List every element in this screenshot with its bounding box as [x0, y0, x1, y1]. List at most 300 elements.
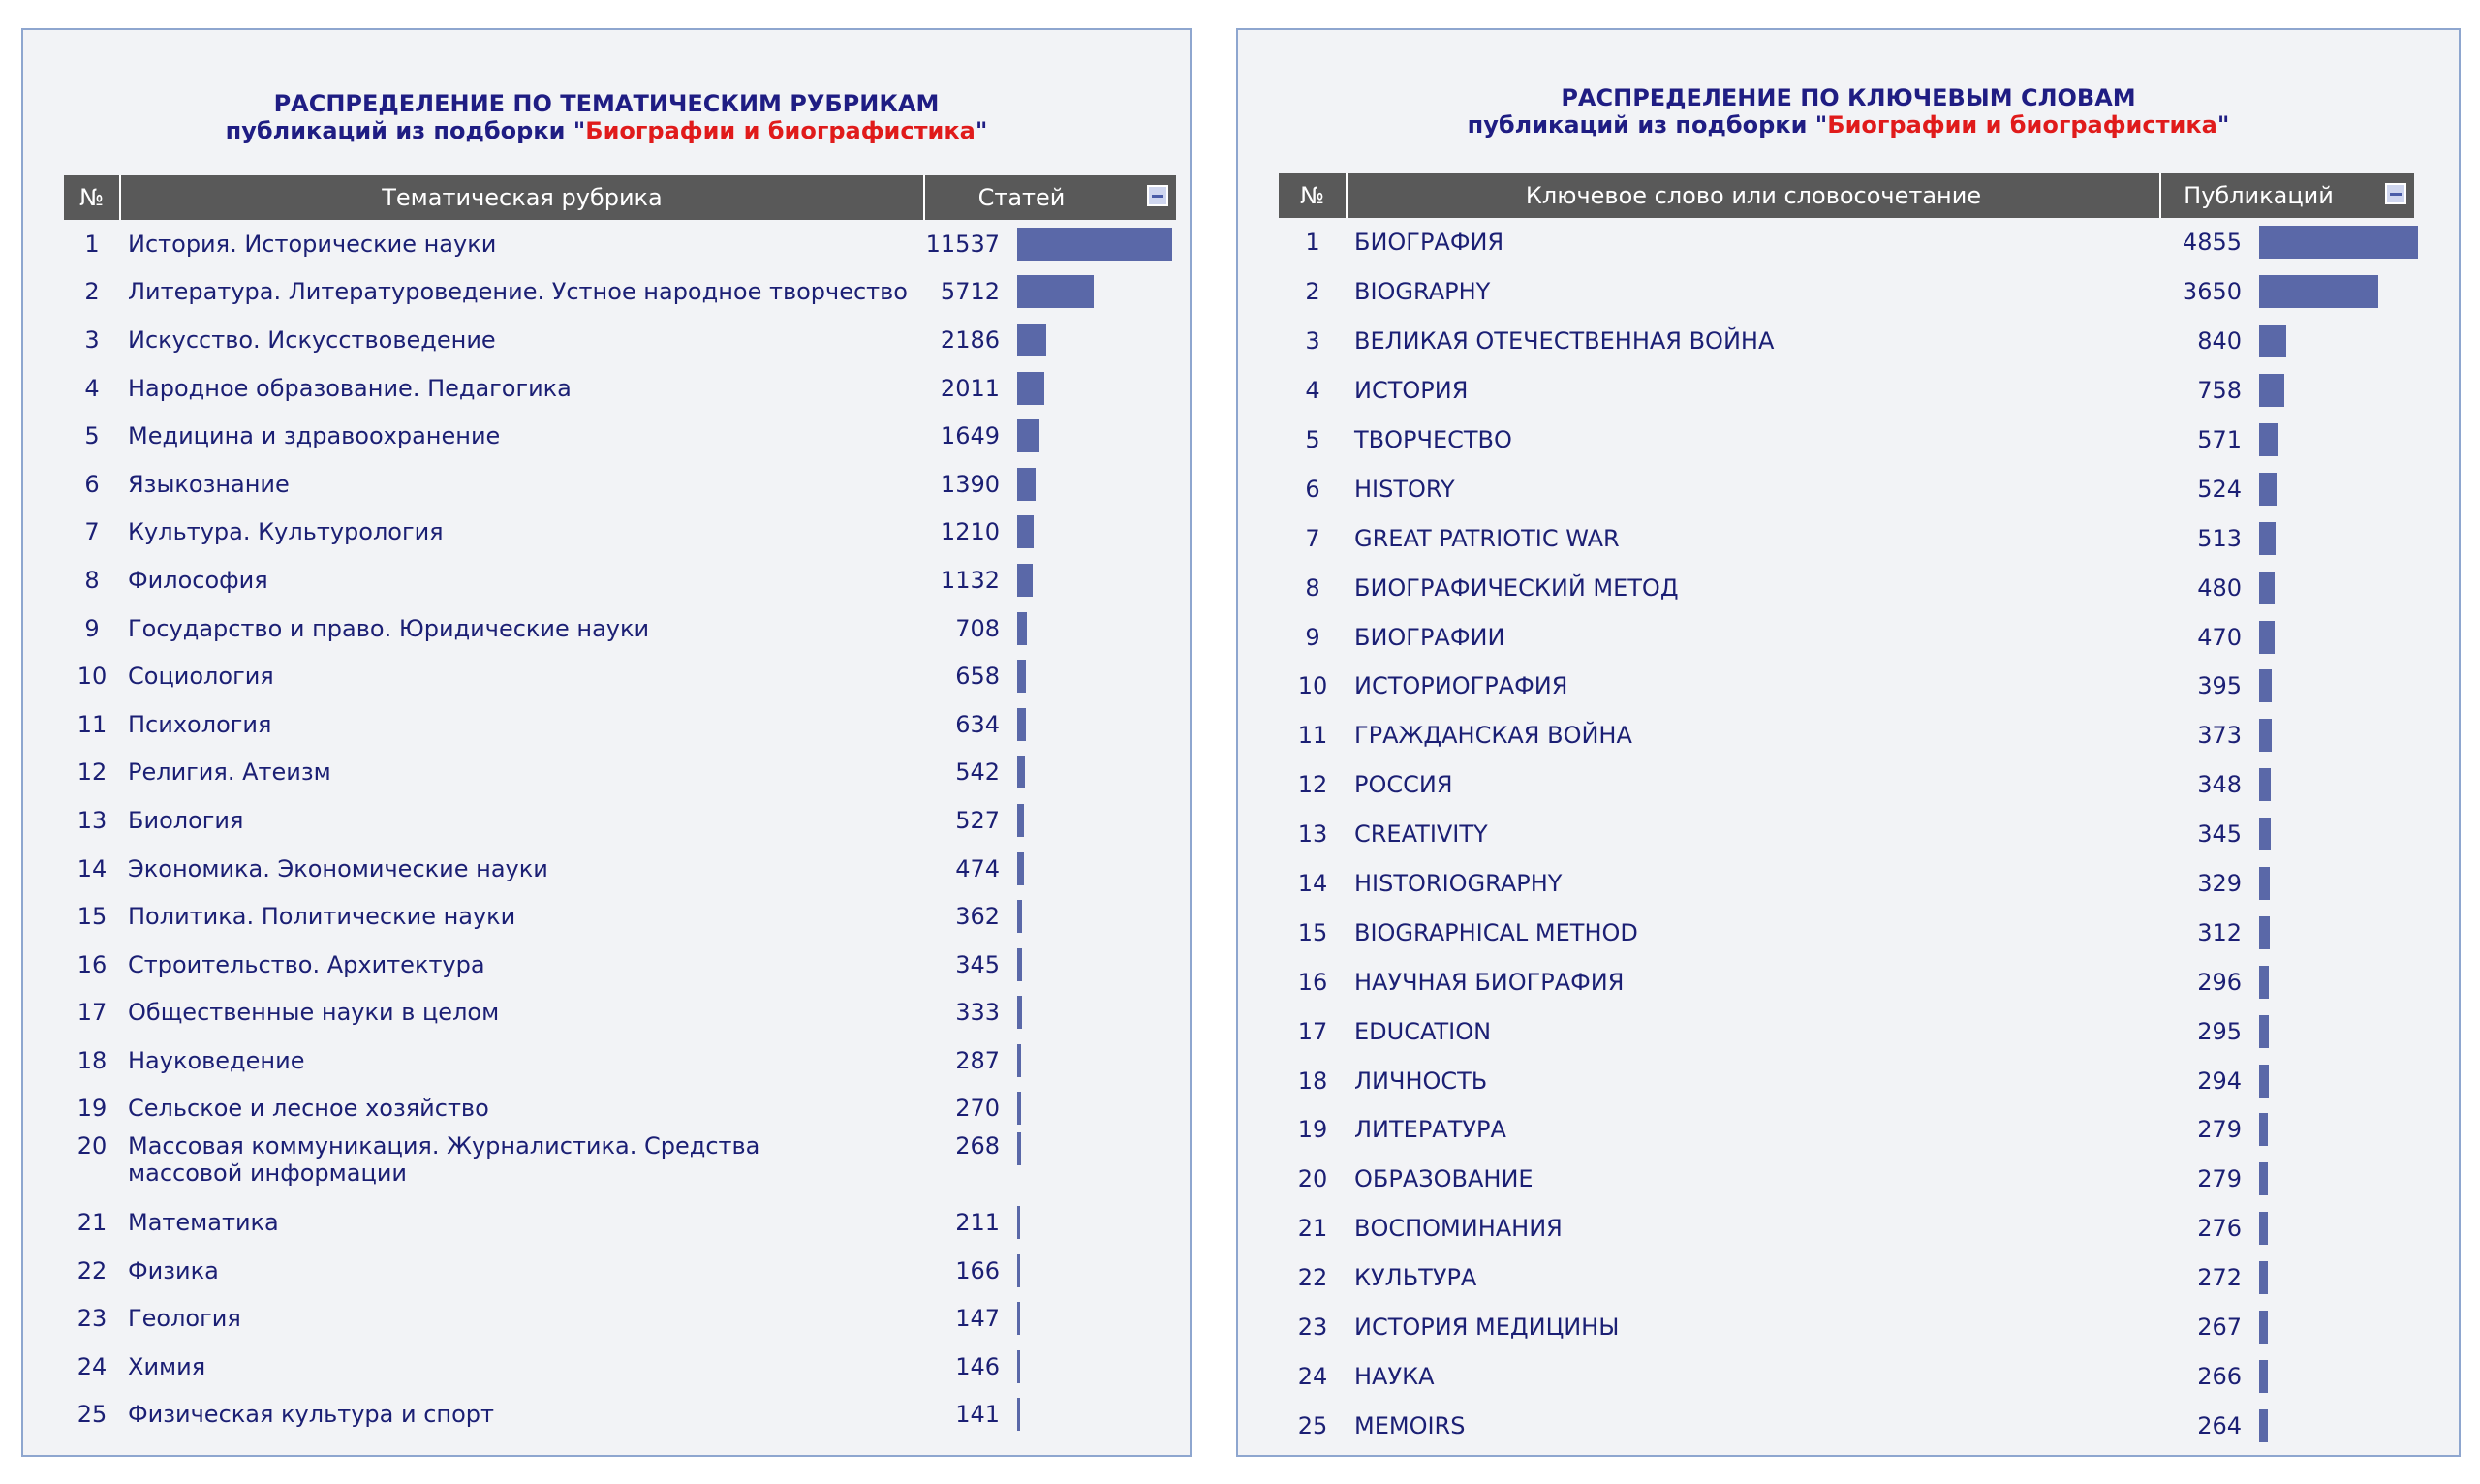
- table-row: [1279, 513, 2414, 563]
- table-row: [64, 1085, 1176, 1133]
- table-row: [1279, 711, 2414, 760]
- bar-cell: [1013, 220, 1176, 268]
- bar-cell: [2255, 464, 2414, 513]
- row-number: 8: [84, 566, 100, 594]
- keyword-name[interactable]: HISTORY: [1354, 475, 1455, 503]
- count-bar: [1017, 1254, 1020, 1287]
- row-count: 345: [2197, 820, 2242, 849]
- keyword-name[interactable]: НАУЧНАЯ БИОГРАФИЯ: [1354, 968, 1625, 996]
- row-number: 3: [84, 325, 100, 354]
- row-number: 4: [1305, 377, 1320, 405]
- table-row: [1279, 563, 2414, 612]
- keywords-title: РАСПРЕДЕЛЕНИЕ ПО КЛЮЧЕВЫМ СЛОВАМ: [1561, 84, 2136, 111]
- bar-cell: [2255, 1401, 2414, 1450]
- row-count: 658: [955, 663, 1000, 691]
- bar-cell: [2255, 563, 2414, 612]
- count-bar: [2259, 1409, 2268, 1442]
- table-row: [64, 1391, 1176, 1439]
- count-bar: [1017, 1398, 1020, 1431]
- count-bar: [2259, 522, 2276, 555]
- row-count: 166: [955, 1256, 1000, 1284]
- count-bar: [1017, 852, 1024, 885]
- count-bar: [1017, 1302, 1020, 1335]
- rubric-name[interactable]: Литература. Литературоведение. Устное народное творчество: [128, 278, 908, 306]
- keyword-name[interactable]: БИОГРАФИЯ: [1354, 229, 1504, 257]
- rubric-name[interactable]: Геология: [128, 1305, 241, 1333]
- keyword-name[interactable]: ГРАЖДАНСКАЯ ВОЙНА: [1354, 722, 1632, 750]
- bar-cell: [2255, 612, 2414, 662]
- bar-cell: [1013, 1198, 1176, 1247]
- row-count: 264: [2197, 1411, 2242, 1439]
- bar-cell: [2255, 859, 2414, 909]
- table-row: [1279, 1155, 2414, 1204]
- col-count-header: Статей: [924, 175, 1176, 220]
- collapse-icon[interactable]: [2385, 183, 2406, 204]
- count-bar: [1017, 660, 1026, 693]
- rubric-name[interactable]: История. Исторические науки: [128, 230, 497, 258]
- row-count: 345: [955, 950, 1000, 978]
- keywords-title-block: [1238, 84, 2459, 139]
- count-bar: [1017, 564, 1033, 597]
- row-count: 2011: [940, 374, 1000, 402]
- bar-cell: [2255, 513, 2414, 563]
- table-row: [64, 268, 1176, 317]
- keyword-name[interactable]: EDUCATION: [1354, 1017, 1492, 1045]
- row-count: 295: [2197, 1017, 2242, 1045]
- count-bar: [2259, 916, 2270, 949]
- row-count: 211: [955, 1209, 1000, 1237]
- bar-cell: [2255, 218, 2414, 267]
- table-row: [1279, 1105, 2414, 1155]
- bar-cell: [2255, 760, 2414, 810]
- bar-cell: [1013, 604, 1176, 653]
- count-bar: [1017, 1350, 1020, 1383]
- table-row: [64, 556, 1176, 604]
- keyword-name[interactable]: КУЛЬТУРА: [1354, 1264, 1477, 1292]
- rubric-name[interactable]: Химия: [128, 1352, 206, 1380]
- row-count: 4855: [2182, 229, 2242, 257]
- row-count: 373: [2197, 722, 2242, 750]
- row-number: 13: [1297, 820, 1328, 849]
- row-count: 5712: [940, 278, 1000, 306]
- keyword-name[interactable]: ЛИТЕРАТУРА: [1354, 1116, 1506, 1144]
- row-number: 22: [1297, 1264, 1328, 1292]
- row-count: 11537: [925, 230, 1000, 258]
- table-row: [1279, 1351, 2414, 1401]
- bar-cell: [2255, 1253, 2414, 1303]
- table-row: [1279, 267, 2414, 317]
- rubric-name[interactable]: Экономика. Экономические науки: [128, 854, 548, 882]
- bar-cell: [2255, 1303, 2414, 1352]
- row-number: 21: [77, 1209, 108, 1237]
- row-number: 10: [77, 663, 108, 691]
- row-number: 20: [77, 1132, 108, 1160]
- keyword-name[interactable]: ВОСПОМИНАНИЯ: [1354, 1215, 1563, 1243]
- row-number: 15: [1297, 918, 1328, 946]
- count-bar: [1017, 275, 1094, 308]
- count-bar: [2259, 1360, 2268, 1393]
- table-row: [1279, 908, 2414, 957]
- row-number: 1: [84, 230, 100, 258]
- table-row: [1279, 317, 2414, 366]
- row-number: 12: [1297, 771, 1328, 799]
- count-bar: [1017, 900, 1022, 933]
- bar-cell: [1013, 412, 1176, 460]
- row-number: 23: [77, 1305, 108, 1333]
- count-bar: [2259, 621, 2275, 654]
- rubric-name[interactable]: Науковедение: [128, 1046, 305, 1074]
- row-count: 474: [955, 854, 1000, 882]
- table-row: [1279, 218, 2414, 267]
- bar-cell: [2255, 908, 2414, 957]
- collection-link[interactable]: Биографии и биографистика: [585, 117, 976, 144]
- table-row: [1279, 662, 2414, 711]
- table-row: [64, 1132, 1176, 1198]
- bar-cell: [1013, 892, 1176, 941]
- table-row: [64, 1343, 1176, 1391]
- row-count: 758: [2197, 377, 2242, 405]
- count-bar: [1017, 324, 1046, 356]
- keywords-table: [1279, 173, 2414, 1450]
- bar-cell: [1013, 1294, 1176, 1343]
- bar-cell: [2255, 1204, 2414, 1253]
- row-number: 14: [77, 854, 108, 882]
- count-bar: [1017, 468, 1036, 501]
- rubric-name[interactable]: Биология: [128, 806, 244, 834]
- row-count: 1132: [940, 566, 1000, 594]
- row-number: 1: [1305, 229, 1320, 257]
- bar-cell: [1013, 941, 1176, 989]
- table-row: [1279, 1253, 2414, 1303]
- row-count: 3650: [2182, 278, 2242, 306]
- keyword-name[interactable]: ВЕЛИКАЯ ОТЕЧЕСТВЕННАЯ ВОЙНА: [1354, 327, 1775, 356]
- row-count: 524: [2197, 475, 2242, 503]
- table-row: [64, 604, 1176, 653]
- rubric-name[interactable]: Языкознание: [128, 470, 290, 498]
- row-count: 513: [2197, 524, 2242, 552]
- bar-cell: [1013, 652, 1176, 700]
- count-bar: [1017, 804, 1024, 837]
- row-count: 2186: [940, 325, 1000, 354]
- bar-cell: [2255, 1056, 2414, 1105]
- count-bar: [2259, 867, 2270, 900]
- count-bar: [1017, 996, 1022, 1029]
- count-bar: [1017, 708, 1026, 741]
- table-row: [1279, 416, 2414, 465]
- table-row: [1279, 1056, 2414, 1105]
- bar-cell: [2255, 1006, 2414, 1056]
- bar-cell: [2255, 1351, 2414, 1401]
- count-bar: [1017, 372, 1044, 405]
- table-row: [64, 989, 1176, 1037]
- rubric-name[interactable]: Физическая культура и спорт: [128, 1401, 494, 1429]
- count-bar: [1017, 1044, 1021, 1077]
- table-row: [1279, 1401, 2414, 1450]
- row-count: 270: [955, 1095, 1000, 1123]
- row-number: 3: [1305, 327, 1320, 356]
- count-bar: [1017, 756, 1025, 788]
- table-row: [1279, 957, 2414, 1006]
- row-number: 11: [77, 710, 108, 738]
- keyword-name[interactable]: НАУКА: [1354, 1362, 1435, 1390]
- rubric-name[interactable]: Физика: [128, 1256, 219, 1284]
- row-number: 4: [84, 374, 100, 402]
- rubric-name[interactable]: Культура. Культурология: [128, 518, 444, 546]
- row-number: 7: [84, 518, 100, 546]
- col-count-header: Публикаций: [2160, 173, 2414, 218]
- row-number: 5: [1305, 426, 1320, 453]
- keywords-panel: [1236, 28, 2461, 1457]
- row-count: 279: [2197, 1165, 2242, 1193]
- row-number: 18: [1297, 1067, 1328, 1095]
- keyword-name[interactable]: РОССИЯ: [1354, 771, 1453, 799]
- rubric-name[interactable]: Социология: [128, 663, 274, 691]
- keyword-name[interactable]: ОБРАЗОВАНИЕ: [1354, 1165, 1534, 1193]
- table-row: [64, 796, 1176, 845]
- collection-link[interactable]: Биографии и биографистика: [1827, 111, 2217, 139]
- row-number: 21: [1297, 1215, 1328, 1243]
- bar-cell: [1013, 749, 1176, 797]
- row-count: 272: [2197, 1264, 2242, 1292]
- count-bar: [2259, 669, 2272, 702]
- row-count: 1390: [940, 470, 1000, 498]
- row-number: 23: [1297, 1314, 1328, 1342]
- bar-cell: [1013, 845, 1176, 893]
- keyword-name[interactable]: GREAT PATRIOTIC WAR: [1354, 524, 1620, 552]
- table-row: [64, 220, 1176, 268]
- count-bar: [2259, 818, 2271, 850]
- bar-cell: [1013, 1247, 1176, 1295]
- row-count: 287: [955, 1046, 1000, 1074]
- row-number: 14: [1297, 870, 1328, 898]
- keyword-name[interactable]: БИОГРАФИЧЕСКИЙ МЕТОД: [1354, 573, 1679, 602]
- rubric-name[interactable]: Религия. Атеизм: [128, 758, 331, 787]
- count-bar: [2259, 966, 2269, 999]
- rubric-name[interactable]: Психология: [128, 710, 272, 738]
- count-bar: [2259, 275, 2378, 308]
- keyword-name[interactable]: ИСТОРИЯ: [1354, 377, 1469, 405]
- rubric-name[interactable]: Государство и право. Юридические науки: [128, 614, 650, 642]
- count-bar: [1017, 1206, 1020, 1239]
- bar-cell: [1013, 268, 1176, 317]
- bar-cell: [1013, 1391, 1176, 1439]
- table-row: [1279, 810, 2414, 859]
- collapse-icon[interactable]: [1147, 185, 1168, 206]
- bar-cell: [2255, 1155, 2414, 1204]
- table-row: [64, 845, 1176, 893]
- count-bar: [1017, 228, 1172, 261]
- rubric-name[interactable]: Народное образование. Педагогика: [128, 374, 572, 402]
- table-row: [64, 509, 1176, 557]
- row-count: 141: [955, 1401, 1000, 1429]
- row-number: 8: [1305, 573, 1320, 602]
- table-row: [64, 1294, 1176, 1343]
- table-row: [1279, 612, 2414, 662]
- row-count: 312: [2197, 918, 2242, 946]
- bar-cell: [1013, 316, 1176, 364]
- keyword-name[interactable]: ИСТОРИЯ МЕДИЦИНЫ: [1354, 1314, 1620, 1342]
- bar-cell: [2255, 662, 2414, 711]
- bar-cell: [2255, 317, 2414, 366]
- row-count: 1649: [940, 422, 1000, 450]
- bar-cell: [1013, 364, 1176, 413]
- row-count: 267: [2197, 1314, 2242, 1342]
- bar-cell: [1013, 1085, 1176, 1133]
- keywords-subtitle: публикаций из подборки "Биографии и биографистика": [1467, 111, 2230, 139]
- bar-cell: [2255, 366, 2414, 416]
- row-number: 24: [77, 1352, 108, 1380]
- count-bar: [1017, 612, 1027, 645]
- row-number: 16: [1297, 968, 1328, 996]
- keyword-name[interactable]: ЛИЧНОСТЬ: [1354, 1067, 1488, 1095]
- table-row: [1279, 366, 2414, 416]
- bar-cell: [1013, 509, 1176, 557]
- count-bar: [2259, 572, 2275, 604]
- row-count: 362: [955, 903, 1000, 931]
- row-count: 296: [2197, 968, 2242, 996]
- table-row: [64, 1198, 1176, 1247]
- count-bar: [2259, 423, 2278, 456]
- keyword-name[interactable]: БИОГРАФИИ: [1354, 623, 1505, 651]
- rubric-name[interactable]: Математика: [128, 1209, 279, 1237]
- row-count: 279: [2197, 1116, 2242, 1144]
- row-number: 20: [1297, 1165, 1328, 1193]
- count-bar: [2259, 1261, 2268, 1294]
- row-count: 571: [2197, 426, 2242, 453]
- bar-cell: [1013, 1132, 1176, 1198]
- keyword-name[interactable]: ИСТОРИОГРАФИЯ: [1354, 672, 1568, 700]
- row-number: 7: [1305, 524, 1320, 552]
- table-row: [64, 892, 1176, 941]
- row-count: 470: [2197, 623, 2242, 651]
- row-count: 395: [2197, 672, 2242, 700]
- row-count: 329: [2197, 870, 2242, 898]
- table-row: [64, 316, 1176, 364]
- rubrics-table: [64, 175, 1176, 1438]
- col-num-header: №: [64, 175, 120, 220]
- bar-cell: [2255, 711, 2414, 760]
- row-count: 266: [2197, 1362, 2242, 1390]
- rubrics-panel: [21, 28, 1192, 1457]
- col-num-header: №: [1279, 173, 1347, 218]
- col-keyword-header: Ключевое слово или словосочетание: [1347, 173, 2160, 218]
- count-bar: [1017, 948, 1022, 981]
- count-bar: [2259, 226, 2418, 259]
- row-number: 19: [1297, 1116, 1328, 1144]
- count-bar: [2259, 325, 2286, 357]
- table-row: [64, 749, 1176, 797]
- row-count: 333: [955, 999, 1000, 1027]
- row-number: 17: [77, 999, 108, 1027]
- row-number: 25: [1297, 1411, 1328, 1439]
- table-row: [64, 652, 1176, 700]
- rubric-name[interactable]: Философия: [128, 566, 268, 594]
- bar-cell: [1013, 556, 1176, 604]
- bar-cell: [1013, 796, 1176, 845]
- row-number: 22: [77, 1256, 108, 1284]
- table-row: [64, 1036, 1176, 1085]
- row-count: 634: [955, 710, 1000, 738]
- table-row: [1279, 1303, 2414, 1352]
- bar-cell: [1013, 460, 1176, 509]
- table-row: [1279, 859, 2414, 909]
- table-header: [64, 175, 1176, 220]
- row-number: 2: [84, 278, 100, 306]
- row-number: 17: [1297, 1017, 1328, 1045]
- keyword-name[interactable]: BIOGRAPHICAL METHOD: [1354, 918, 1638, 946]
- row-count: 268: [955, 1132, 1000, 1160]
- count-bar: [2259, 1311, 2268, 1344]
- row-number: 10: [1297, 672, 1328, 700]
- count-bar: [2259, 768, 2271, 801]
- row-count: 147: [955, 1305, 1000, 1333]
- table-row: [64, 700, 1176, 749]
- row-number: 13: [77, 806, 108, 834]
- row-number: 24: [1297, 1362, 1328, 1390]
- rubrics-title-block: [23, 90, 1190, 144]
- keyword-name[interactable]: ТВОРЧЕСТВО: [1354, 426, 1512, 453]
- count-bar: [2259, 1015, 2269, 1048]
- count-bar: [2259, 1162, 2268, 1195]
- rubric-name[interactable]: Политика. Политические науки: [128, 903, 516, 931]
- row-count: 527: [955, 806, 1000, 834]
- keyword-name[interactable]: MEMOIRS: [1354, 1411, 1466, 1439]
- row-number: 2: [1305, 278, 1320, 306]
- row-number: 6: [1305, 475, 1320, 503]
- rubric-name[interactable]: Общественные науки в целом: [128, 999, 500, 1027]
- rubrics-subtitle: публикаций из подборки "Биографии и биографистика": [225, 117, 988, 144]
- count-bar: [1017, 515, 1034, 548]
- row-count: 146: [955, 1352, 1000, 1380]
- row-number: 9: [1305, 623, 1320, 651]
- table-row: [1279, 1006, 2414, 1056]
- count-bar: [1017, 1092, 1021, 1125]
- count-bar: [2259, 1065, 2269, 1098]
- rubric-name[interactable]: Искусство. Искусствоведение: [128, 325, 496, 354]
- bar-cell: [1013, 700, 1176, 749]
- row-number: 16: [77, 950, 108, 978]
- keyword-name[interactable]: BIOGRAPHY: [1354, 278, 1491, 306]
- count-bar: [2259, 473, 2277, 506]
- keyword-name[interactable]: CREATIVITY: [1354, 820, 1488, 849]
- row-count: 348: [2197, 771, 2242, 799]
- keyword-name[interactable]: HISTORIOGRAPHY: [1354, 870, 1563, 898]
- row-count: 840: [2197, 327, 2242, 356]
- row-number: 12: [77, 758, 108, 787]
- bar-cell: [2255, 1105, 2414, 1155]
- bar-cell: [2255, 810, 2414, 859]
- row-number: 18: [77, 1046, 108, 1074]
- table-header: [1279, 173, 2414, 218]
- row-number: 15: [77, 903, 108, 931]
- count-bar: [2259, 374, 2284, 407]
- rubric-name[interactable]: Медицина и здравоохранение: [128, 422, 501, 450]
- bar-cell: [2255, 957, 2414, 1006]
- rubric-name[interactable]: Массовая коммуникация. Журналистика. Средства массовой информации: [128, 1132, 760, 1188]
- bar-cell: [1013, 989, 1176, 1037]
- row-count: 542: [955, 758, 1000, 787]
- rubric-name[interactable]: Строительство. Архитектура: [128, 950, 485, 978]
- table-row: [64, 460, 1176, 509]
- table-row: [1279, 760, 2414, 810]
- bar-cell: [2255, 416, 2414, 465]
- row-count: 294: [2197, 1067, 2242, 1095]
- row-count: 480: [2197, 573, 2242, 602]
- count-bar: [1017, 419, 1039, 452]
- table-row: [1279, 1204, 2414, 1253]
- row-number: 11: [1297, 722, 1328, 750]
- rubric-name[interactable]: Сельское и лесное хозяйство: [128, 1095, 489, 1123]
